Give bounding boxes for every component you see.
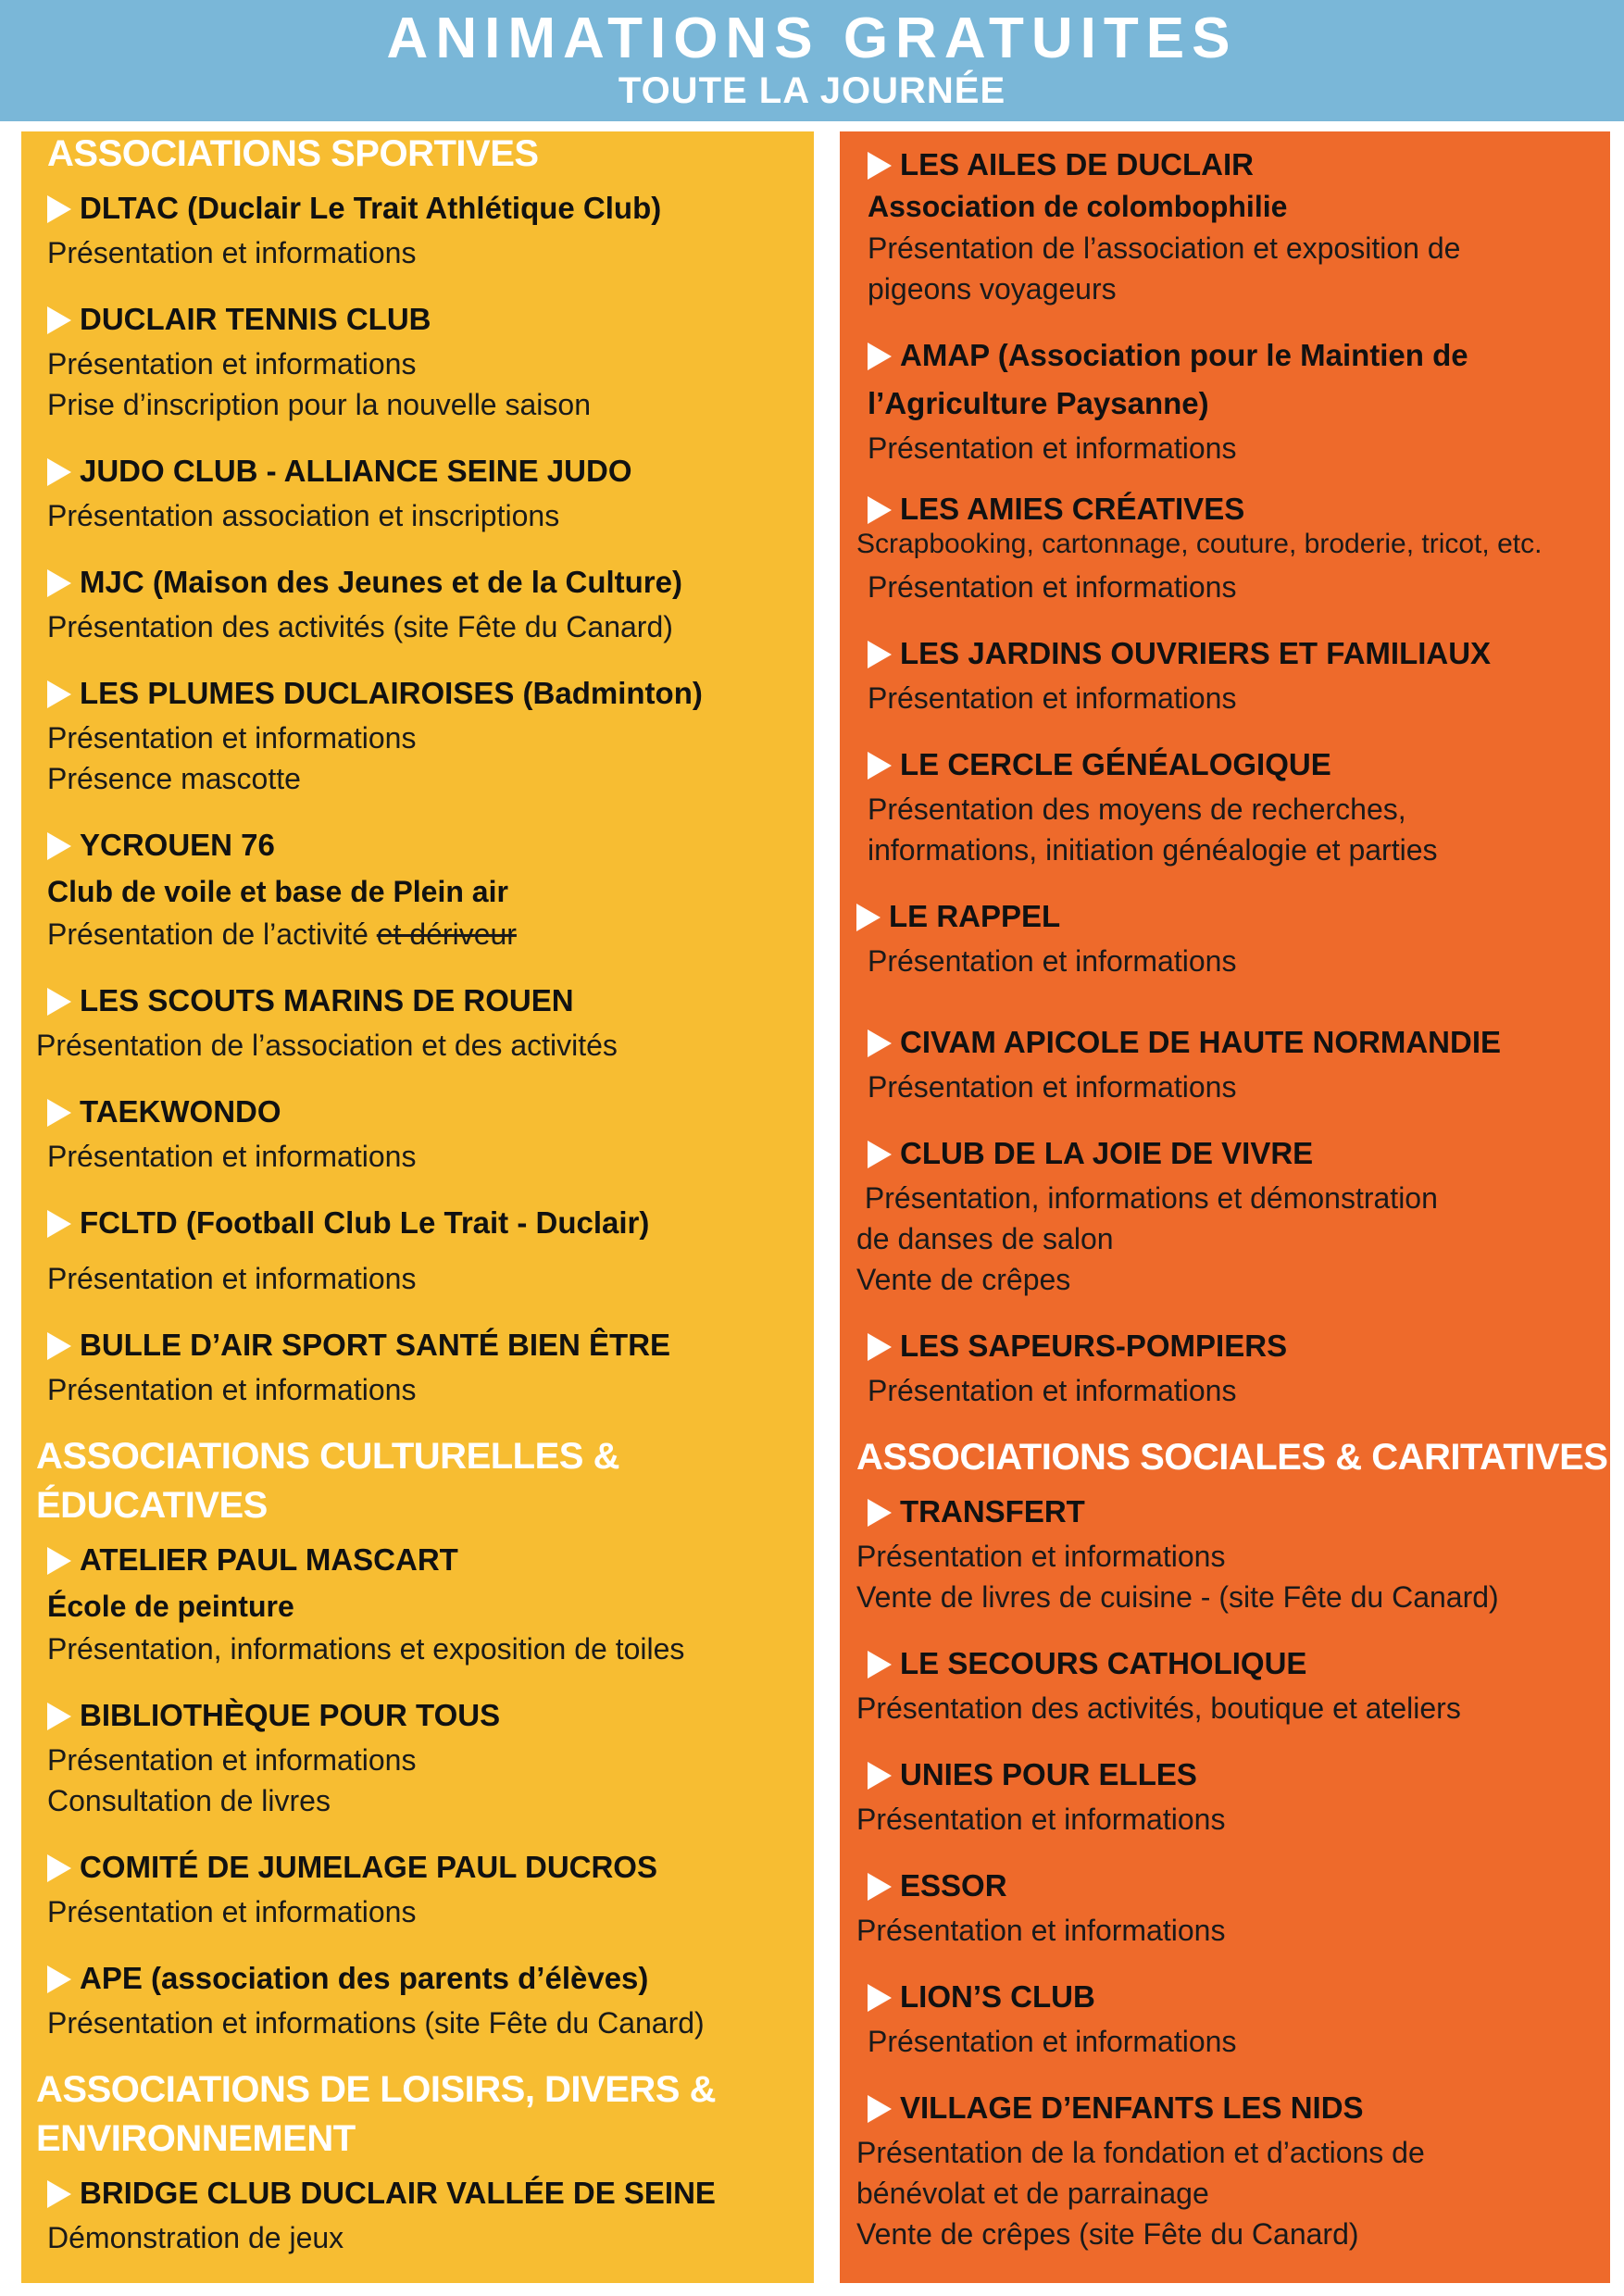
entry-line: Présentation et informations: [47, 1743, 417, 1777]
entry-line: Présentation et informations: [868, 944, 1237, 978]
entry-title-continued: l’Agriculture Paysanne): [868, 386, 1209, 420]
entry-line: Présentation de l’association et exposition de: [868, 231, 1461, 265]
entry-line: pigeons voyageurs: [868, 272, 1117, 306]
triangle-right-icon: [47, 2180, 71, 2208]
struck-text: et dériveur: [376, 917, 517, 951]
triangle-right-icon: [47, 1854, 71, 1882]
section-title-culture-1: ASSOCIATIONS CULTURELLES &: [36, 1436, 619, 1477]
entry-line: de danses de salon: [856, 1222, 1114, 1255]
triangle-right-icon: [868, 1762, 892, 1790]
entry-line: Présentation et informations: [47, 721, 417, 755]
entry-sapeurs-pompiers: [856, 1322, 1610, 1411]
entry-title: MJC (Maison des Jeunes et de la Culture): [47, 558, 814, 606]
triangle-right-icon: [47, 1547, 71, 1575]
entry-line: Présentation des activités, boutique et ateliers: [856, 1691, 1461, 1725]
entry-line: Présentation et informations: [868, 2025, 1237, 2058]
entry-title: LES AMIES CRÉATIVES: [868, 491, 1610, 528]
triangle-right-icon: [868, 152, 892, 180]
entry-title: YCROUEN 76: [47, 821, 814, 869]
entry-line: Présentation et informations: [856, 1914, 1226, 1947]
entry-title: LES AILES DE DUCLAIR: [868, 144, 1610, 185]
triangle-right-icon: [47, 1965, 71, 1993]
entry-amies-creatives: [856, 491, 1610, 607]
section-title-culture-2: ÉDUCATIVES: [36, 1485, 268, 1526]
entry-line: Vente de crêpes (site Fête du Canard): [856, 2217, 1359, 2251]
triangle-right-icon: [868, 1499, 892, 1527]
entry-title: LES PLUMES DUCLAIROISES (Badminton): [47, 669, 814, 718]
entry-line: Présentation et informations: [47, 347, 417, 381]
entry-title: DUCLAIR TENNIS CLUB: [47, 295, 814, 343]
entry-title: TAEKWONDO: [47, 1088, 814, 1136]
entry-line: Présentation et informations: [856, 1540, 1226, 1573]
entry-unies-pour-elles: [856, 1751, 1610, 1840]
entry-line: Scrapbooking, cartonnage, couture, broderie, tricot, etc.: [856, 529, 1543, 559]
entry-line: Présentation et informations: [868, 1070, 1237, 1104]
entry-title: FCLTD (Football Club Le Trait - Duclair): [47, 1199, 814, 1247]
entry-title: LES SCOUTS MARINS DE ROUEN: [47, 977, 814, 1025]
entry-title: BRIDGE CLUB DUCLAIR VALLÉE DE SEINE: [47, 2169, 814, 2217]
triangle-right-icon: [868, 1651, 892, 1678]
entry-jardins-ouvriers: [856, 630, 1610, 718]
entry-line: Présence mascotte: [47, 762, 301, 795]
entry-title: CIVAM APICOLE DE HAUTE NORMANDIE: [868, 1018, 1610, 1067]
triangle-right-icon: [868, 1141, 892, 1168]
triangle-right-icon: [47, 195, 71, 223]
entry-le-rappel: [856, 892, 1610, 981]
entry-line: Présentation et informations: [47, 1895, 417, 1928]
page-subtitle: TOUTE LA JOURNÉE: [618, 70, 1006, 111]
entry-line: Vente de crêpes: [856, 1263, 1071, 1296]
entry-jumelage: [36, 1843, 814, 1932]
entry-line: Vente de livres de cuisine - (site Fête du Canard): [856, 1580, 1499, 1614]
entry-line: Présentation association et inscriptions: [47, 499, 560, 532]
triangle-right-icon: [868, 2095, 892, 2123]
entry-title: LE SECOURS CATHOLIQUE: [868, 1640, 1610, 1688]
entry-line: Présentation de la fondation et d’actions de: [856, 2136, 1425, 2169]
entry-line: informations, initiation généalogie et parties: [868, 833, 1438, 867]
entry-subtitle: Club de voile et base de Plein air: [47, 875, 508, 908]
entry-title: LES SAPEURS-POMPIERS: [868, 1322, 1610, 1370]
entry-line: Présentation, informations et exposition de toiles: [47, 1632, 685, 1666]
entry-title: ESSOR: [868, 1862, 1610, 1910]
section-title-sports: ASSOCIATIONS SPORTIVES: [47, 133, 539, 174]
triangle-right-icon: [47, 1703, 71, 1730]
entry-line: Présentation et informations: [47, 1373, 417, 1406]
entry-title: LES JARDINS OUVRIERS ET FAMILIAUX: [868, 630, 1610, 678]
section-title-leisure-2: ENVIRONNEMENT: [36, 2118, 356, 2159]
entry-taekwondo: [36, 1088, 814, 1177]
entry-title: VILLAGE D’ENFANTS LES NIDS: [868, 2084, 1610, 2132]
triangle-right-icon: [47, 1099, 71, 1127]
entry-title: TRANSFERT: [868, 1488, 1610, 1536]
entry-line: Présentation et informations: [868, 1374, 1237, 1407]
entry-atelier-mascart: [36, 1536, 814, 1669]
entry-title: LION’S CLUB: [868, 1973, 1610, 2021]
entry-cercle-genealogique: [856, 741, 1610, 870]
entry-line: Prise d’inscription pour la nouvelle saison: [47, 388, 591, 421]
triangle-right-icon: [856, 904, 881, 931]
entry-line: Présentation des activités (site Fête du Canard): [47, 610, 673, 643]
section-title-leisure-1: ASSOCIATIONS DE LOISIRS, DIVERS &: [36, 2069, 716, 2110]
entry-title: ATELIER PAUL MASCART: [47, 1536, 814, 1584]
entry-title: AMAP (Association pour le Maintien de: [868, 331, 1610, 380]
triangle-right-icon: [47, 988, 71, 1016]
triangle-right-icon: [47, 832, 71, 860]
entry-amap: [856, 331, 1610, 468]
entry-title: UNIES POUR ELLES: [868, 1751, 1610, 1799]
entry-line: Présentation et informations: [47, 1140, 417, 1173]
entry-title: JUDO CLUB - ALLIANCE SEINE JUDO: [47, 447, 814, 495]
triangle-right-icon: [47, 569, 71, 597]
entry-title: COMITÉ DE JUMELAGE PAUL DUCROS: [47, 1843, 814, 1891]
entry-bridge-club: [36, 2169, 814, 2258]
entry-civam-apicole: [856, 1018, 1610, 1107]
entry-dltac: [36, 184, 814, 273]
entry-line: Présentation et informations: [47, 236, 417, 269]
triangle-right-icon: [868, 1873, 892, 1901]
entry-line: Présentation et informations: [856, 1803, 1226, 1836]
entry-subtitle: École de peinture: [47, 1590, 294, 1623]
entry-line: bénévolat et de parrainage: [856, 2177, 1209, 2210]
entry-line: Présentation et informations (site Fête du Canard): [47, 2006, 705, 2040]
entry-essor: [856, 1862, 1610, 1951]
entry-fcltd: [36, 1199, 814, 1299]
triangle-right-icon: [868, 496, 892, 524]
entry-title: APE (association des parents d’élèves): [47, 1954, 814, 2003]
entry-ape: [36, 1954, 814, 2043]
entry-lions-club: [856, 1973, 1610, 2062]
triangle-right-icon: [868, 641, 892, 668]
entry-bulle-dair: [36, 1321, 814, 1410]
entry-title: LE CERCLE GÉNÉALOGIQUE: [868, 741, 1610, 789]
entry-line: Présentation de l’activité et dériveur: [47, 917, 517, 951]
left-column: [21, 131, 814, 2283]
triangle-right-icon: [868, 752, 892, 780]
entry-joie-de-vivre: [856, 1129, 1610, 1300]
entry-tennis: [36, 295, 814, 425]
triangle-right-icon: [47, 1210, 71, 1238]
triangle-right-icon: [868, 1984, 892, 2012]
triangle-right-icon: [47, 458, 71, 486]
entry-line: Présentation et informations: [868, 681, 1237, 715]
entry-transfert: [856, 1488, 1610, 1617]
right-column: [840, 131, 1610, 2283]
entry-plumes: [36, 669, 814, 799]
entry-scouts: [36, 977, 814, 1066]
entry-title: CLUB DE LA JOIE DE VIVRE: [868, 1129, 1610, 1178]
entry-line: Présentation, informations et démonstration: [856, 1181, 1438, 1215]
entry-title: DLTAC (Duclair Le Trait Athlétique Club): [47, 184, 814, 232]
entry-bibliotheque: [36, 1691, 814, 1821]
page-header: [0, 0, 1624, 121]
entry-mjc: [36, 558, 814, 647]
triangle-right-icon: [868, 1333, 892, 1361]
entry-secours-catholique: [856, 1640, 1610, 1728]
entry-line: Présentation des moyens de recherches,: [868, 792, 1406, 826]
entry-ycrouen: [36, 821, 814, 955]
entry-village-enfants: [856, 2084, 1610, 2254]
entry-title: LE RAPPEL: [856, 892, 1610, 941]
entry-judo: [36, 447, 814, 536]
triangle-right-icon: [868, 343, 892, 370]
entry-line: Consultation de livres: [47, 1784, 331, 1817]
triangle-right-icon: [868, 1029, 892, 1057]
entry-ailes-duclair: [856, 144, 1610, 309]
triangle-right-icon: [47, 1332, 71, 1360]
triangle-right-icon: [47, 306, 71, 334]
entry-line: Présentation et informations: [47, 1262, 417, 1295]
page-title: ANIMATIONS GRATUITES: [386, 6, 1238, 70]
entry-subtitle: Association de colombophilie: [868, 190, 1288, 223]
entry-line: Présentation et informations: [868, 431, 1237, 465]
triangle-right-icon: [47, 680, 71, 708]
entry-line: Démonstration de jeux: [47, 2221, 344, 2254]
entry-line: Présentation et informations: [868, 570, 1237, 604]
entry-line: Présentation de l’association et des activités: [36, 1029, 618, 1062]
entry-title: BULLE D’AIR SPORT SANTÉ BIEN ÊTRE: [47, 1321, 814, 1369]
entry-title: BIBLIOTHÈQUE POUR TOUS: [47, 1691, 814, 1740]
section-title-social: ASSOCIATIONS SOCIALES & CARITATIVES: [856, 1437, 1608, 1478]
